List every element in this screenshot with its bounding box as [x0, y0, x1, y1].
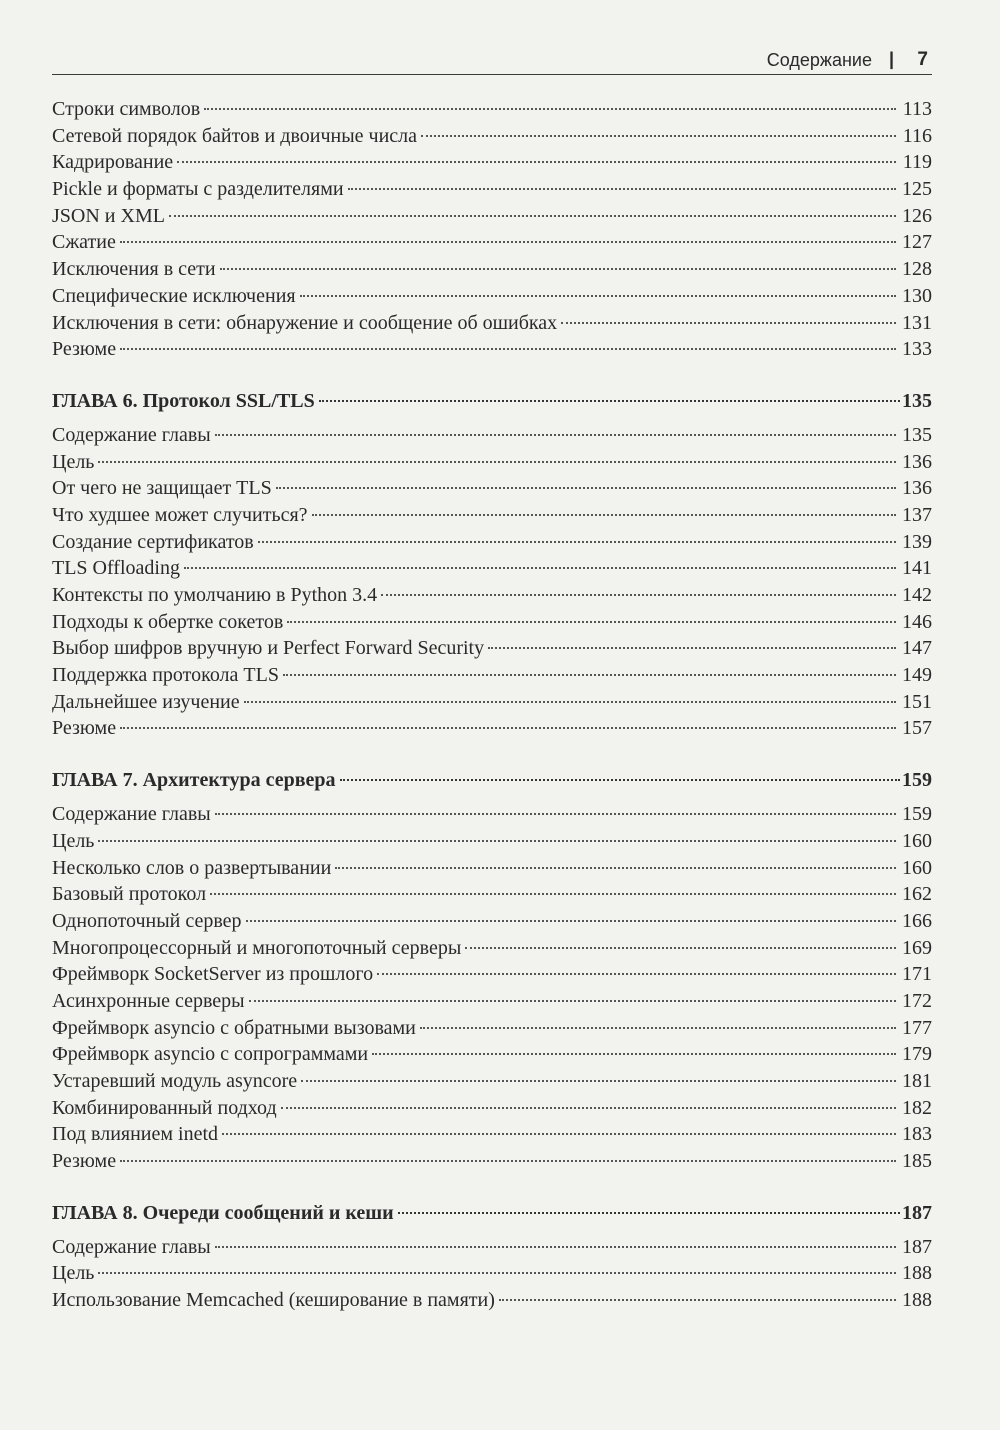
entry-page: 157	[902, 717, 932, 740]
dot-leader	[98, 1271, 896, 1274]
entry-page: 187	[902, 1235, 932, 1258]
table-of-contents	[52, 96, 932, 1314]
toc-entry[interactable]	[52, 988, 932, 1015]
entry-title: Многопроцессорный и многопоточный серверы	[52, 936, 462, 959]
running-header	[52, 50, 932, 75]
chapter-title: ГЛАВА 8. Очереди сообщений и кеши	[52, 1201, 394, 1224]
dot-leader	[220, 267, 896, 270]
toc-entry[interactable]	[52, 855, 932, 882]
entry-page: 142	[902, 584, 932, 606]
entry-title: TLS Offloading	[52, 557, 180, 580]
toc-entry[interactable]	[52, 449, 932, 476]
entry-page: 171	[902, 963, 932, 986]
dot-leader	[210, 892, 896, 895]
chapter-page: 187	[902, 1201, 932, 1224]
entry-page: 181	[902, 1070, 932, 1092]
entry-title: Несколько слов о развертывании	[52, 856, 332, 879]
chapter-title: ГЛАВА 6. Протокол SSL/TLS	[52, 389, 315, 412]
entry-title: Подходы к обертке сокетов	[52, 610, 284, 633]
entry-title: Комбинированный подход	[52, 1096, 277, 1119]
dot-leader	[215, 812, 896, 815]
dot-leader	[488, 646, 896, 649]
dot-leader	[215, 1245, 896, 1248]
entry-title: Цель	[52, 829, 95, 852]
dot-leader	[300, 294, 896, 297]
entry-page: 182	[902, 1096, 932, 1119]
entry-title: JSON и XML	[52, 204, 165, 227]
toc-entry[interactable]	[52, 801, 932, 828]
entry-title: Строки символов	[52, 98, 201, 120]
dot-leader	[215, 433, 896, 436]
entry-page: 135	[902, 423, 932, 446]
toc-entry[interactable]	[52, 422, 932, 449]
toc-entry[interactable]	[52, 283, 932, 310]
toc-entry[interactable]	[52, 96, 932, 123]
entry-page: 130	[902, 284, 932, 307]
running-header-title: Содержание	[766, 50, 872, 70]
dot-leader	[283, 673, 896, 676]
entry-page: 125	[902, 178, 932, 201]
toc-entry[interactable]	[52, 1068, 932, 1095]
entry-title: Резюме	[52, 1150, 117, 1173]
entry-title: Однопоточный сервер	[52, 909, 242, 932]
dot-leader	[249, 999, 896, 1002]
dot-leader	[222, 1132, 896, 1135]
entry-title: Исключения в сети	[52, 258, 216, 281]
entry-title: Выбор шифров вручную и Perfect Forward Security	[52, 637, 485, 660]
entry-title: Содержание главы	[52, 1235, 211, 1258]
page-number: 7	[917, 49, 928, 70]
dot-leader	[120, 1159, 896, 1162]
entry-page: 172	[902, 989, 932, 1012]
toc-entry[interactable]	[52, 123, 932, 150]
dot-leader	[287, 620, 896, 623]
toc-entry[interactable]	[52, 1041, 932, 1068]
entry-page: 166	[902, 909, 932, 932]
entry-page: 179	[902, 1043, 932, 1066]
entry-title: Под влиянием inetd	[52, 1123, 219, 1146]
dot-leader	[335, 866, 896, 869]
entry-title: Специфические исключения	[52, 284, 296, 307]
toc-entry[interactable]	[52, 881, 932, 908]
entry-page: 131	[902, 311, 932, 334]
entry-title: Создание сертификатов	[52, 530, 254, 553]
toc-entry[interactable]	[52, 1148, 932, 1175]
entry-title: Исключения в сети: обнаружение и сообщение об ошибках	[52, 311, 558, 334]
entry-page: 183	[902, 1123, 932, 1146]
entry-page: 113	[902, 98, 932, 120]
toc-entry[interactable]	[52, 935, 932, 962]
dot-leader	[465, 946, 896, 949]
dot-leader	[120, 726, 896, 729]
entry-page: 133	[902, 338, 932, 361]
entry-page: 126	[902, 204, 932, 227]
dot-leader	[348, 187, 896, 190]
chapter-heading[interactable]	[52, 1198, 932, 1228]
dot-leader	[319, 399, 900, 402]
chapter-title: ГЛАВА 7. Архитектура сервера	[52, 769, 336, 792]
dot-leader	[276, 486, 896, 489]
entry-page: 151	[902, 690, 932, 713]
entry-page: 149	[902, 664, 932, 687]
toc-entry[interactable]	[52, 1287, 932, 1314]
dot-leader	[561, 321, 896, 324]
entry-page: 128	[902, 258, 932, 281]
entry-page: 188	[902, 1262, 932, 1285]
toc-entry[interactable]	[52, 715, 932, 742]
toc-entry[interactable]	[52, 828, 932, 855]
toc-entry[interactable]	[52, 635, 932, 662]
dot-leader	[398, 1211, 900, 1214]
dot-leader	[169, 214, 896, 217]
toc-entry[interactable]	[52, 176, 932, 203]
entry-page: 177	[902, 1016, 932, 1039]
entry-title: Фреймворк asyncio с обратными вызовами	[52, 1016, 416, 1039]
entry-title: Устаревший модуль asyncore	[52, 1070, 298, 1092]
entry-title: Содержание главы	[52, 423, 211, 446]
toc-entry[interactable]	[52, 555, 932, 582]
dot-leader	[340, 778, 901, 781]
entry-title: Контексты по умолчанию в Python 3.4	[52, 584, 378, 606]
toc-entry[interactable]	[52, 336, 932, 363]
entry-page: 119	[902, 151, 932, 174]
chapter-heading[interactable]	[52, 386, 932, 416]
entry-page: 139	[902, 530, 932, 553]
toc-entry[interactable]	[52, 475, 932, 502]
dot-leader	[204, 107, 896, 110]
dot-leader	[421, 134, 896, 137]
toc-entry[interactable]	[52, 609, 932, 636]
dot-leader	[184, 566, 896, 569]
dot-leader	[301, 1079, 896, 1082]
entry-title: Фреймворк SocketServer из прошлого	[52, 963, 374, 986]
dot-leader	[377, 972, 896, 975]
entry-page: 146	[902, 610, 932, 633]
dot-leader	[372, 1052, 896, 1055]
entry-title: Использование Memcached (кеширование в памяти)	[52, 1289, 495, 1312]
chapter-page: 159	[902, 769, 932, 792]
toc-entry[interactable]	[52, 1234, 932, 1261]
dot-leader	[499, 1298, 896, 1301]
toc-entry[interactable]	[52, 689, 932, 716]
entry-page: 136	[902, 477, 932, 500]
toc-entry[interactable]	[52, 1121, 932, 1148]
entry-title: Сетевой порядок байтов и двоичные числа	[52, 124, 418, 147]
entry-title: Резюме	[52, 338, 117, 361]
entry-title: Резюме	[52, 717, 117, 740]
entry-title: Сжатие	[52, 231, 116, 254]
dot-leader	[120, 240, 896, 243]
toc-entry[interactable]	[52, 529, 932, 556]
running-header-separator: |	[888, 49, 894, 69]
dot-leader	[246, 919, 896, 922]
toc-entry[interactable]	[52, 1015, 932, 1042]
entry-page: 147	[902, 637, 932, 660]
entry-title: Базовый протокол	[52, 883, 207, 906]
dot-leader	[120, 347, 896, 350]
toc-entry[interactable]	[52, 149, 932, 176]
entry-title: Цель	[52, 1262, 95, 1285]
entry-page: 116	[902, 124, 932, 147]
entry-title: Поддержка протокола TLS	[52, 664, 279, 687]
dot-leader	[98, 460, 896, 463]
toc-entry[interactable]	[52, 1260, 932, 1287]
toc-entry[interactable]	[52, 256, 932, 283]
entry-title: Что худшее может случиться?	[52, 503, 308, 526]
toc-entry[interactable]	[52, 582, 932, 609]
entry-title: Цель	[52, 450, 95, 473]
toc-entry[interactable]	[52, 961, 932, 988]
toc-entry[interactable]	[52, 502, 932, 529]
entry-page: 141	[902, 557, 932, 580]
entry-page: 160	[902, 829, 932, 852]
entry-page: 137	[902, 503, 932, 526]
entry-title: Асинхронные серверы	[52, 989, 245, 1012]
toc-entry[interactable]	[52, 203, 932, 230]
entry-page: 188	[902, 1289, 932, 1312]
toc-entry[interactable]	[52, 908, 932, 935]
dot-leader	[98, 839, 896, 842]
dot-leader	[281, 1106, 896, 1109]
dot-leader	[258, 540, 896, 543]
entry-page: 185	[902, 1150, 932, 1173]
chapter-page: 135	[902, 389, 932, 412]
toc-entry[interactable]	[52, 1095, 932, 1122]
toc-entry[interactable]	[52, 229, 932, 256]
chapter-heading[interactable]	[52, 765, 932, 795]
entry-page: 160	[902, 856, 932, 879]
entry-title: Pickle и форматы с разделителями	[52, 178, 344, 201]
dot-leader	[381, 593, 896, 596]
dot-leader	[420, 1026, 896, 1029]
entry-page: 127	[902, 231, 932, 254]
entry-page: 136	[902, 450, 932, 473]
entry-title: Фреймворк asyncio с сопрограммами	[52, 1043, 369, 1066]
dot-leader	[177, 160, 896, 163]
dot-leader	[244, 700, 896, 703]
entry-title: Дальнейшее изучение	[52, 690, 240, 713]
toc-entry[interactable]	[52, 662, 932, 689]
entry-page: 162	[902, 883, 932, 906]
entry-title: От чего не защищает TLS	[52, 477, 272, 500]
dot-leader	[312, 513, 896, 516]
entry-title: Содержание главы	[52, 803, 211, 826]
entry-page: 169	[902, 936, 932, 959]
entry-page: 159	[902, 803, 932, 826]
toc-entry[interactable]	[52, 310, 932, 337]
entry-title: Кадрирование	[52, 151, 174, 174]
